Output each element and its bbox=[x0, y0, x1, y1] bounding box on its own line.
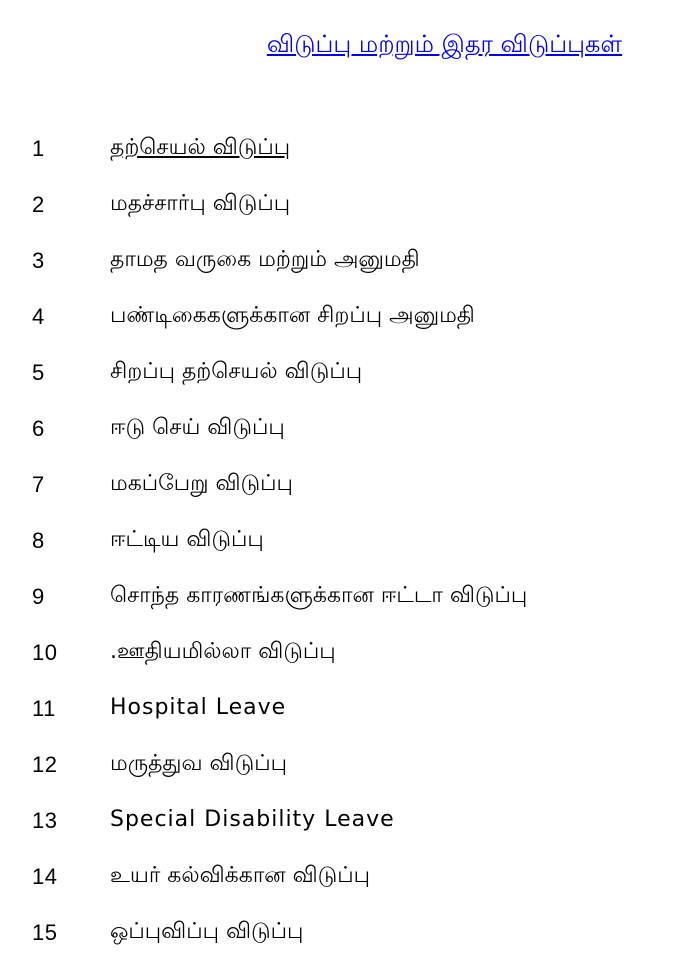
list-item bbox=[0, 514, 680, 570]
list-item bbox=[0, 346, 680, 402]
list-item bbox=[0, 290, 680, 346]
item-number: 3 bbox=[32, 248, 45, 273]
list-item bbox=[0, 458, 680, 514]
list-item bbox=[0, 738, 680, 794]
item-label: ஈடு செய் விடுப்பு bbox=[110, 415, 285, 440]
item-number: 13 bbox=[32, 808, 58, 833]
list-item bbox=[0, 402, 680, 458]
item-label: Special Disability Leave bbox=[110, 807, 395, 832]
item-label: ஈட்டிய விடுப்பு bbox=[110, 527, 264, 552]
list-item bbox=[0, 626, 680, 682]
list-item bbox=[0, 122, 680, 178]
list-item bbox=[0, 570, 680, 626]
item-number: 1 bbox=[32, 136, 45, 161]
item-number: 11 bbox=[32, 696, 56, 721]
list-item bbox=[0, 682, 680, 738]
list-item bbox=[0, 906, 680, 962]
item-number: 9 bbox=[32, 584, 45, 609]
leave-list bbox=[0, 122, 680, 962]
item-label: தாமத வருகை மற்றும் அனுமதி bbox=[110, 247, 420, 272]
list-item bbox=[0, 794, 680, 850]
list-item bbox=[0, 850, 680, 906]
leave-types-title-link[interactable]: விடுப்பு மற்றும் இதர விடுப்புகள் bbox=[266, 30, 622, 58]
item-label: பண்டிகைகளுக்கான சிறப்பு அனுமதி bbox=[110, 303, 475, 328]
list-item bbox=[0, 178, 680, 234]
item-label: Hospital Leave bbox=[110, 695, 287, 720]
list-item bbox=[0, 234, 680, 290]
item-label: உயர் கல்விக்கான விடுப்பு bbox=[110, 863, 371, 888]
item-number: 6 bbox=[32, 416, 45, 441]
item-label: மகப்பேறு விடுப்பு bbox=[110, 471, 293, 496]
item-number: 7 bbox=[32, 472, 45, 497]
item-label: .ஊதியமில்லா விடுப்பு bbox=[110, 639, 336, 664]
item-label: சிறப்பு தற்செயல் விடுப்பு bbox=[110, 359, 363, 384]
item-label-link[interactable]: தற்செயல் விடுப்பு bbox=[110, 135, 291, 160]
item-number: 5 bbox=[32, 360, 45, 385]
item-label: மதச்சார்பு விடுப்பு bbox=[110, 191, 291, 216]
item-label: மருத்துவ விடுப்பு bbox=[110, 751, 287, 776]
item-number: 14 bbox=[32, 864, 58, 889]
item-number: 2 bbox=[32, 192, 45, 217]
item-number: 12 bbox=[32, 752, 58, 777]
item-number: 8 bbox=[32, 528, 45, 553]
item-label: சொந்த காரணங்களுக்கான ஈட்டா விடுப்பு bbox=[110, 583, 528, 608]
item-number: 10 bbox=[32, 640, 58, 665]
item-label: ஒப்புவிப்பு விடுப்பு bbox=[110, 919, 304, 944]
item-number: 4 bbox=[32, 304, 45, 329]
item-number: 15 bbox=[32, 920, 58, 945]
